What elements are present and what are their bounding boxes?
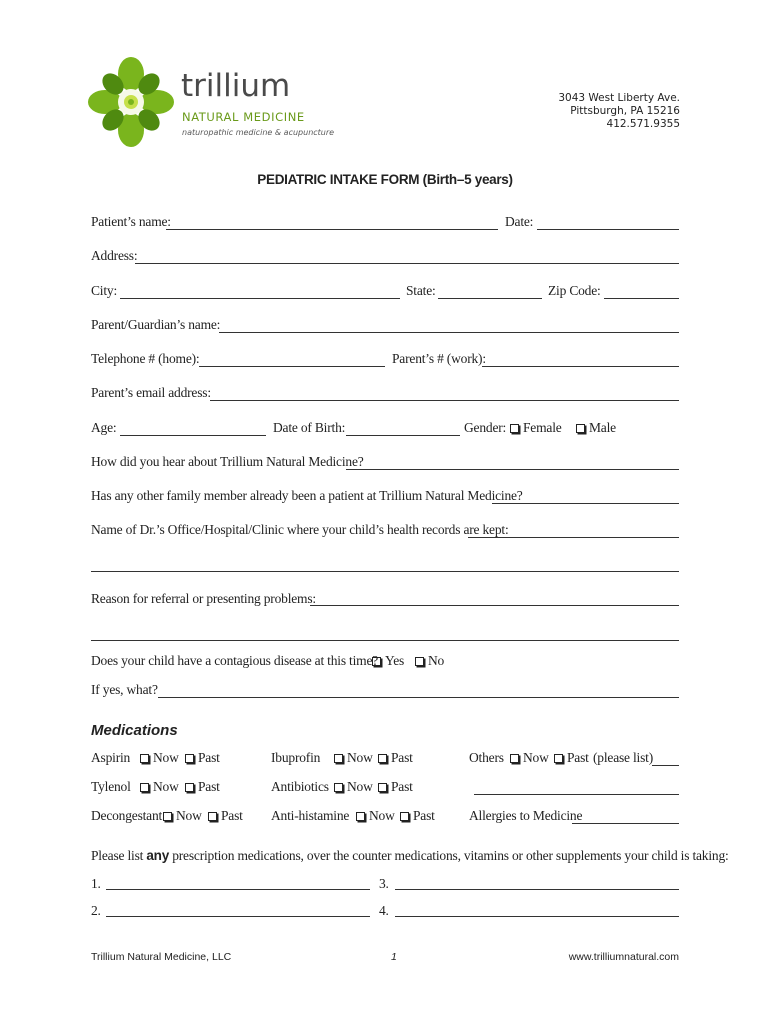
- aspirin-past-option[interactable]: [185, 750, 220, 766]
- past-label: Past: [198, 779, 220, 794]
- dob-label: Date of Birth:: [273, 420, 346, 435]
- past-label: Past: [567, 750, 589, 765]
- address-line-1: 3043 West Liberty Ave.: [558, 92, 680, 104]
- decongestant-past-option[interactable]: [208, 808, 243, 824]
- decongestant-now-checkbox[interactable]: [163, 812, 172, 821]
- referral-label: Reason for referral or presenting problems:: [91, 591, 316, 606]
- now-label: Now: [153, 750, 179, 765]
- past-label: Past: [221, 808, 243, 823]
- contagious-yes-option[interactable]: [372, 653, 404, 669]
- antibiotics-past-checkbox[interactable]: [378, 783, 387, 792]
- antibiotics-now-option[interactable]: [334, 779, 373, 795]
- footer-website[interactable]: www.trilliumnatural.com: [568, 951, 679, 963]
- form-title: PEDIATRIC INTAKE FORM (Birth–5 years): [257, 172, 513, 187]
- tylenol-label: Tylenol: [91, 779, 131, 794]
- contagious-label: Does your child have a contagious disease at this time?: [91, 653, 379, 668]
- past-label: Past: [391, 750, 413, 765]
- list-prefix: Please list: [91, 848, 147, 863]
- medication-list-instructions: [91, 848, 729, 864]
- brand-name: trillium: [181, 68, 291, 104]
- age-label: Age:: [91, 420, 117, 435]
- gender-label: Gender:: [464, 420, 507, 435]
- others-past-checkbox[interactable]: [554, 754, 563, 763]
- med-3-field[interactable]: [395, 889, 679, 890]
- email-field[interactable]: [210, 400, 679, 401]
- med-4-field[interactable]: [395, 916, 679, 917]
- tel-work-label: Parent’s # (work):: [392, 351, 486, 366]
- records-label: Name of Dr.’s Office/Hospital/Clinic where your child’s health records are kept:: [91, 522, 509, 537]
- aspirin-now-option[interactable]: [140, 750, 179, 766]
- female-label: Female: [523, 420, 562, 435]
- decongestant-label: Decongestant: [91, 808, 163, 823]
- female-checkbox[interactable]: [510, 424, 519, 433]
- aspirin-past-checkbox[interactable]: [185, 754, 194, 763]
- med-4-label: 4.: [379, 903, 389, 918]
- city-label: City:: [91, 283, 118, 298]
- allergies-label: Allergies to Medicine: [469, 808, 583, 823]
- state-field[interactable]: [438, 298, 542, 299]
- decongestant-now-option[interactable]: [163, 808, 202, 824]
- address-line-2: Pittsburgh, PA 15216: [570, 105, 680, 117]
- records-field[interactable]: [468, 537, 679, 538]
- male-label: Male: [589, 420, 616, 435]
- aspirin-now-checkbox[interactable]: [140, 754, 149, 763]
- past-label: Past: [198, 750, 220, 765]
- tylenol-past-option[interactable]: [185, 779, 220, 795]
- antibiotics-now-checkbox[interactable]: [334, 783, 343, 792]
- ibuprofin-now-option[interactable]: [334, 750, 373, 766]
- past-label: Past: [413, 808, 435, 823]
- city-field[interactable]: [120, 298, 400, 299]
- antibiotics-past-option[interactable]: [378, 779, 413, 795]
- now-label: Now: [153, 779, 179, 794]
- med-2-field[interactable]: [106, 916, 370, 917]
- antihistamine-past-option[interactable]: [400, 808, 435, 824]
- antihistamine-now-checkbox[interactable]: [356, 812, 365, 821]
- others-field[interactable]: [652, 765, 679, 766]
- no-label: No: [428, 653, 445, 668]
- clinic-address: [558, 92, 680, 131]
- zip-label: Zip Code:: [548, 283, 601, 298]
- now-label: Now: [523, 750, 549, 765]
- tylenol-now-checkbox[interactable]: [140, 783, 149, 792]
- guardian-field[interactable]: [219, 332, 679, 333]
- trillium-flower-icon: [86, 54, 176, 150]
- others-now-checkbox[interactable]: [510, 754, 519, 763]
- antihistamine-past-checkbox[interactable]: [400, 812, 409, 821]
- patient-name-field[interactable]: [166, 229, 498, 230]
- records-field-line-2[interactable]: [91, 571, 679, 572]
- antihistamine-label: Anti-histamine: [271, 808, 350, 823]
- ibuprofin-label: Ibuprofin: [271, 750, 321, 765]
- state-label: State:: [406, 283, 436, 298]
- tylenol-past-checkbox[interactable]: [185, 783, 194, 792]
- page-number: 1: [391, 951, 397, 963]
- date-label: Date:: [505, 214, 534, 229]
- address-label: Address:: [91, 248, 138, 263]
- clinic-phone: 412.571.9355: [606, 118, 680, 130]
- if-yes-label: If yes, what?: [91, 682, 158, 697]
- patient-name-label: Patient’s name:: [91, 214, 171, 229]
- date-field[interactable]: [537, 229, 679, 230]
- zip-field[interactable]: [604, 298, 679, 299]
- female-option[interactable]: [510, 420, 562, 436]
- address-field[interactable]: [135, 263, 679, 264]
- list-suffix: prescription medications, over the counter medications, vitamins or other supplements your child is taking:: [169, 848, 729, 863]
- med-1-field[interactable]: [106, 889, 370, 890]
- med-1-label: 1.: [91, 876, 101, 891]
- ibuprofin-now-checkbox[interactable]: [334, 754, 343, 763]
- brand-tagline: naturopathic medicine & acupuncture: [182, 128, 335, 137]
- male-option[interactable]: [576, 420, 616, 436]
- dob-field[interactable]: [346, 435, 460, 436]
- hear-about-field[interactable]: [346, 469, 679, 470]
- contagious-no-checkbox[interactable]: [415, 657, 424, 666]
- aspirin-label: Aspirin: [91, 750, 131, 765]
- tel-work-field[interactable]: [482, 366, 679, 367]
- if-yes-field[interactable]: [158, 697, 679, 698]
- ibuprofin-past-checkbox[interactable]: [378, 754, 387, 763]
- brand-subtitle: NATURAL MEDICINE: [182, 110, 305, 124]
- now-label: Now: [369, 808, 395, 823]
- others-now-option[interactable]: [510, 750, 549, 766]
- ibuprofin-past-option[interactable]: [378, 750, 413, 766]
- others-list-field[interactable]: [474, 794, 679, 795]
- others-past-option[interactable]: [554, 750, 589, 766]
- family-patient-field[interactable]: [492, 503, 679, 504]
- past-label: Past: [391, 779, 413, 794]
- tylenol-now-option[interactable]: [140, 779, 179, 795]
- now-label: Now: [347, 750, 373, 765]
- please-list-label: (please list): [593, 750, 654, 765]
- email-label: Parent’s email address:: [91, 385, 211, 400]
- hear-about-label: How did you hear about Trillium Natural Medicine?: [91, 454, 364, 469]
- others-label: Others: [469, 750, 504, 765]
- referral-field-line-2[interactable]: [91, 640, 679, 641]
- tel-home-field[interactable]: [199, 366, 385, 367]
- med-3-label: 3.: [379, 876, 389, 891]
- guardian-label: Parent/Guardian’s name:: [91, 317, 221, 332]
- age-field[interactable]: [120, 435, 266, 436]
- contagious-yes-checkbox[interactable]: [372, 657, 381, 666]
- now-label: Now: [176, 808, 202, 823]
- family-patient-label: Has any other family member already been a patient at Trillium Natural Medicine?: [91, 488, 523, 503]
- allergies-field[interactable]: [572, 823, 679, 824]
- med-2-label: 2.: [91, 903, 101, 918]
- trillium-logo: [86, 54, 176, 150]
- tel-home-label: Telephone # (home):: [91, 351, 200, 366]
- contagious-no-option[interactable]: [415, 653, 444, 669]
- list-any: any: [146, 848, 170, 863]
- antibiotics-label: Antibiotics: [271, 779, 329, 794]
- referral-field[interactable]: [310, 605, 679, 606]
- now-label: Now: [347, 779, 373, 794]
- medications-heading: Medications: [91, 722, 178, 739]
- yes-label: Yes: [385, 653, 405, 668]
- decongestant-past-checkbox[interactable]: [208, 812, 217, 821]
- male-checkbox[interactable]: [576, 424, 585, 433]
- antihistamine-now-option[interactable]: [356, 808, 395, 824]
- footer-company: Trillium Natural Medicine, LLC: [91, 951, 232, 963]
